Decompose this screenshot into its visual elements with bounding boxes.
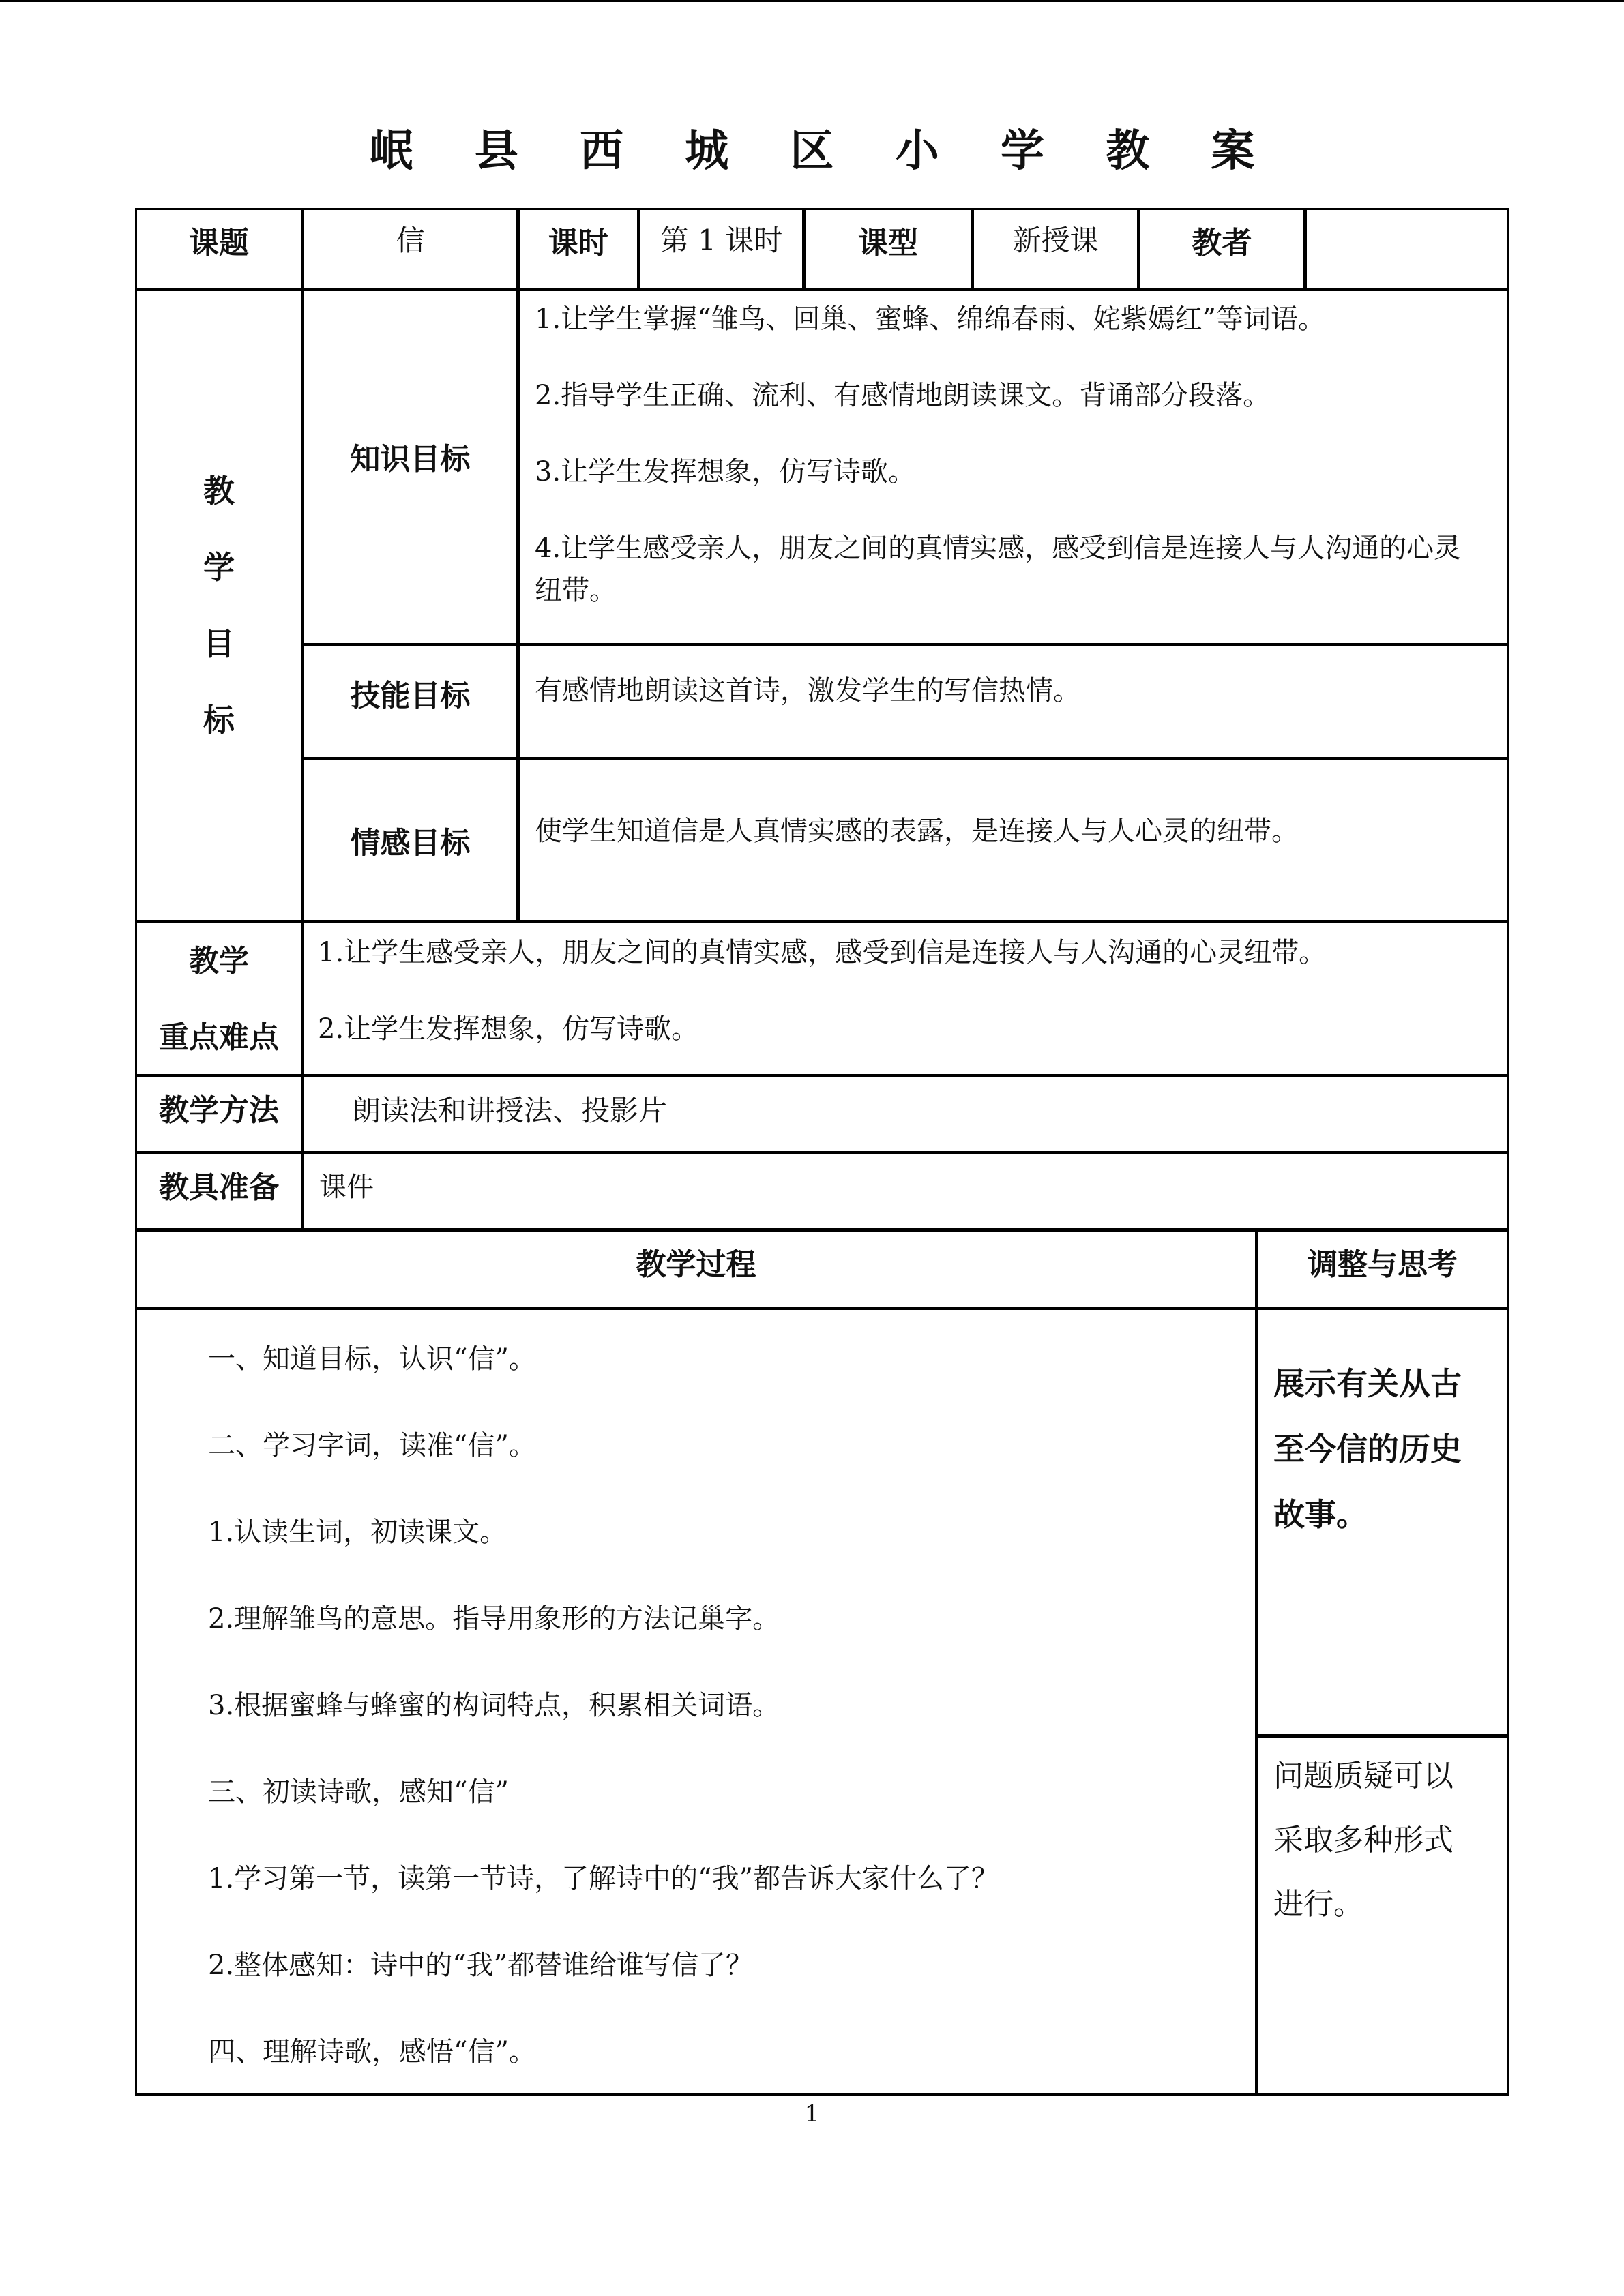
knowledge-label: 知识目标	[302, 289, 518, 645]
period-value: 第 1 课时	[638, 208, 804, 290]
reflection-note-line: 故事。	[1273, 1496, 1368, 1533]
key-point-item: 2.让学生发挥想象，仿写诗歌。	[318, 1013, 699, 1045]
process-step: 1.学习第一节，读第一节诗，了解诗中的“我”都告诉大家什么了？	[208, 1863, 999, 1894]
process-step: 一、知道目标，认识“信”。	[208, 1343, 536, 1375]
process-step: 二、学习字词，读准“信”。	[208, 1430, 536, 1461]
teacher-label: 教者	[1138, 208, 1305, 290]
period-label: 课时	[518, 208, 639, 290]
key-points-label-line: 教学	[189, 944, 249, 979]
top-border-line	[0, 0, 1624, 2]
reflection-header: 调整与思考	[1256, 1229, 1509, 1309]
key-points-label-line: 重点难点	[159, 1020, 279, 1055]
reflection-note-1	[1256, 1308, 1509, 1736]
objectives-char: 标	[203, 702, 235, 739]
knowledge-item: 1.让学生掌握“雏鸟、回巢、蜜蜂、绵绵春雨、姹紫嫣红”等词语。	[535, 303, 1326, 335]
objectives-char: 目	[203, 625, 235, 662]
objectives-char: 教	[203, 473, 235, 509]
knowledge-item: 3.让学生发挥想象，仿写诗歌。	[535, 456, 916, 488]
topic-label: 课题	[135, 208, 303, 290]
objectives-section-label	[135, 289, 303, 922]
key-points-text	[302, 921, 1509, 1076]
knowledge-item: 2.指导学生正确、流利、有感情地朗读课文。背诵部分段落。	[535, 380, 1271, 411]
objectives-char: 学	[203, 549, 235, 586]
key-point-item: 1.让学生感受亲人，朋友之间的真情实感，感受到信是连接人与人沟通的心灵纽带。	[318, 937, 1327, 968]
process-step: 三、初读诗歌，感知“信”	[208, 1776, 509, 1808]
type-value: 新授课	[972, 208, 1139, 290]
method-label: 教学方法	[135, 1075, 303, 1153]
topic-value: 信	[302, 208, 518, 290]
knowledge-item: 4.让学生感受亲人，朋友之间的真情实感，感受到信是连接人与人沟通的心灵纽带。	[535, 533, 1462, 606]
emotion-label: 情感目标	[302, 758, 518, 922]
emotion-text: 使学生知道信是人真情实感的表露，是连接人与人心灵的纽带。	[518, 758, 1509, 922]
process-header: 教学过程	[135, 1229, 1257, 1309]
process-step: 2.理解雏鸟的意思。指导用象形的方法记巢字。	[208, 1603, 780, 1635]
process-step: 3.根据蜜蜂与蜂蜜的构词特点，积累相关词语。	[208, 1690, 780, 1721]
skill-label: 技能目标	[302, 644, 518, 759]
skill-text: 有感情地朗读这首诗，激发学生的写信热情。	[518, 644, 1509, 759]
tools-label: 教具准备	[135, 1152, 303, 1230]
reflection-note-line: 展示有关从古	[1273, 1365, 1462, 1402]
reflection-note-line: 至今信的历史	[1273, 1431, 1462, 1467]
method-text: 朗读法和讲授法、投影片	[302, 1075, 1509, 1153]
reflection-note-2	[1256, 1735, 1509, 2096]
process-step: 四、理解诗歌，感悟“信”。	[208, 2036, 536, 2068]
page-title: 岷 县 西 城 区 小 学 教 案	[369, 126, 1278, 177]
key-points-label	[135, 921, 303, 1076]
process-step: 2.整体感知：诗中的“我”都替谁给谁写信了？	[208, 1950, 754, 1981]
reflection-note-line: 采取多种形式	[1273, 1823, 1453, 1858]
process-step: 1.认读生词，初读课文。	[208, 1517, 507, 1548]
tools-text: 课件	[302, 1152, 1509, 1230]
type-label: 课型	[803, 208, 973, 290]
reflection-note-line: 问题质疑可以	[1273, 1759, 1453, 1793]
process-body	[135, 1308, 1257, 2096]
reflection-note-line: 进行。	[1273, 1887, 1363, 1922]
knowledge-text	[518, 289, 1509, 645]
page-number: 1	[804, 2100, 820, 2128]
teacher-value	[1305, 208, 1509, 290]
